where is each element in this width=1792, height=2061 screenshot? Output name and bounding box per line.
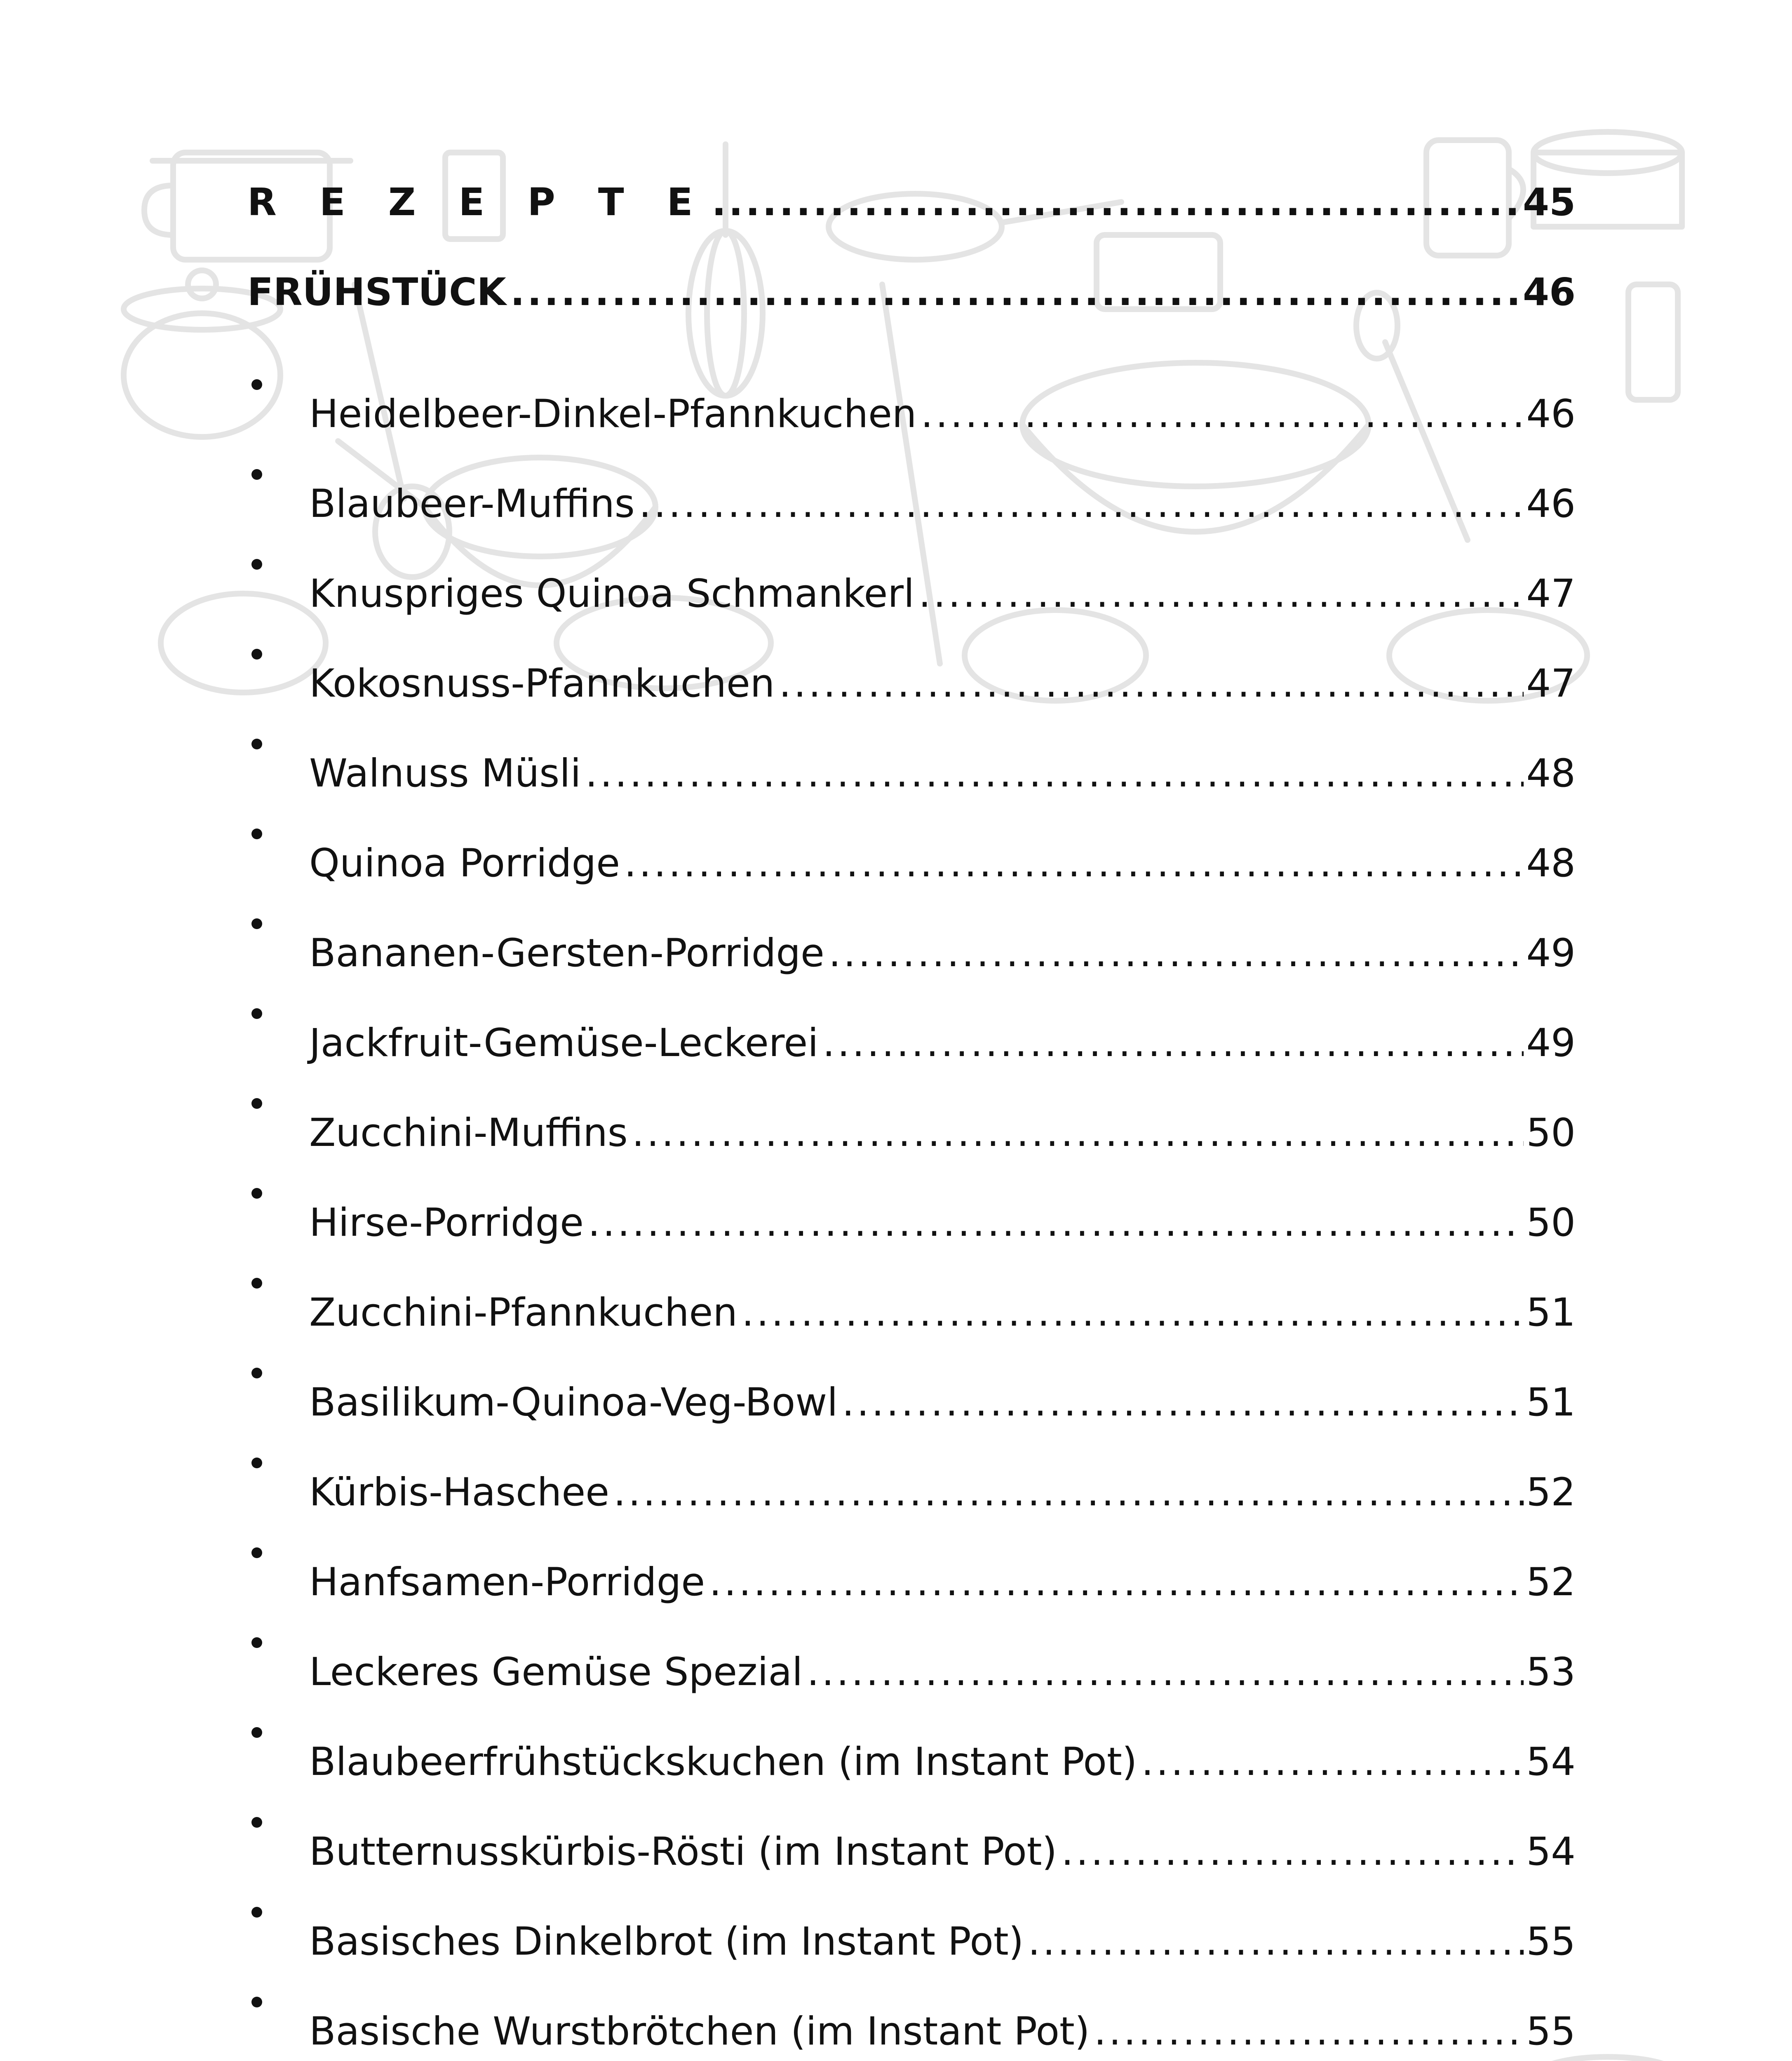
bullet-icon [247,427,309,517]
toc-dot-leader [1141,1717,1524,1807]
grater-icon [1628,284,1678,400]
bullet-icon [247,1146,309,1236]
toc-page-number: 50 [1526,1110,1576,1155]
toc-entry-title: Blaubeer-Muffins [309,481,635,526]
bullet-icon [247,1685,309,1775]
toc-dot-leader [613,1448,1524,1538]
toc-entry-list [247,337,1576,2061]
toc-page-number: 51 [1526,1380,1576,1425]
toc-dot-leader [918,549,1524,639]
toc-heading-rezepte[interactable] [247,157,1576,247]
bullet-icon [247,1595,309,1685]
toc-page-number: 55 [1526,2009,1576,2054]
toc-entry-title: Heidelbeer-Dinkel-Pfannkuchen [309,392,917,437]
toc-dot-leader [1061,1807,1524,1897]
toc-dot-leader [624,819,1524,908]
toc-dot-leader [842,1358,1524,1448]
toc-page-number: 48 [1526,751,1576,796]
toc-entry[interactable] [247,337,1576,437]
bullet-icon [247,786,309,876]
toc-dot-leader [807,1627,1524,1717]
toc-page-number: 55 [1526,1919,1576,1964]
toc-page-number: 48 [1526,841,1576,886]
toc-page-number: 54 [1526,1739,1576,1784]
toc-entry-title: Zucchini-Pfannkuchen [309,1290,737,1335]
toc-page-number: 49 [1526,1021,1576,1066]
bullet-icon [247,1236,309,1326]
toc-page-number: 46 [1526,392,1576,437]
toc-entry-title: Quinoa Porridge [309,841,620,886]
toc-entry-title: Zucchini-Muffins [309,1110,628,1155]
toc-page-number: 50 [1526,1200,1576,1245]
toc-page-number: 51 [1526,1290,1576,1335]
bullet-icon [247,876,309,966]
toc-dot-leader [1094,1987,1524,2061]
bullet-icon [247,697,309,786]
toc-dot-leader [709,1538,1524,1627]
toc-entry-title: Blaubeerfrühstückskuchen (im Instant Pot) [309,1739,1137,1784]
toc-dot-leader [639,459,1524,549]
bullet-icon [247,607,309,697]
bullet-icon [247,1775,309,1865]
toc-heading-fruehstueck[interactable] [247,247,1576,337]
toc-dot-leader [712,157,1520,247]
toc-page-number: 54 [1526,1829,1576,1874]
toc-entry-title: Hirse-Porridge [309,1200,584,1245]
toc-dot-leader [510,247,1520,337]
toc-dot-leader [829,908,1524,998]
toc-entry-title: Butternusskürbis-Rösti (im Instant Pot) [309,1829,1057,1874]
toc-page-number: 49 [1526,931,1576,976]
bullet-icon [247,1326,309,1415]
toc-page-number: 47 [1526,661,1576,706]
bullet-icon [247,1056,309,1146]
toc-dot-leader [779,639,1524,729]
toc-entry-title: Hanfsamen-Porridge [309,1560,705,1605]
toc-page-number: 46 [1526,481,1576,526]
toc-entry-title: Bananen-Gersten-Porridge [309,931,824,976]
toc-entry-title: Jackfruit-Gemüse-Leckerei [309,1021,819,1066]
toc-page-number: 46 [1522,270,1576,314]
toc-entry-title: Walnuss Müsli [309,751,581,796]
toc-entry-title: Basilikum-Quinoa-Veg-Bowl [309,1380,838,1425]
bullet-icon [247,517,309,607]
bullet-icon [247,1415,309,1505]
toc-entry-title: Basisches Dinkelbrot (im Instant Pot) [309,1919,1024,1964]
toc-heading-title: R E Z E P T E [247,180,708,224]
toc-entry-title: Leckeres Gemüse Spezial [309,1650,803,1695]
bullet-icon [247,2045,309,2061]
toc-dot-leader [585,729,1524,819]
toc-entry-title: Knuspriges Quinoa Schmankerl [309,571,915,616]
bullet-icon [247,1505,309,1595]
toc-page-number: 45 [1522,180,1576,224]
toc-heading-title: FRÜHSTÜCK [247,270,506,314]
toc-page-number: 47 [1526,571,1576,616]
toc-dot-leader [822,998,1524,1088]
toc-dot-leader [588,1178,1524,1268]
toc-dot-leader [632,1088,1524,1178]
bullet-icon [247,1865,309,1955]
bullet-icon [247,1955,309,2045]
toc-page-number: 52 [1526,1560,1576,1605]
bullet-icon [247,337,309,427]
toc-dot-leader [742,1268,1524,1358]
toc-entry-title: Basische Wurstbrötchen (im Instant Pot) [309,2009,1090,2054]
toc-entry-title: Kürbis-Haschee [309,1470,610,1515]
toc-page-number: 52 [1526,1470,1576,1515]
toc-page-number: 53 [1526,1650,1576,1695]
bullet-icon [247,966,309,1056]
toc-dot-leader [1028,1897,1524,1987]
toc-dot-leader [921,369,1524,459]
table-of-contents [247,157,1576,2061]
toc-entry-title: Kokosnuss-Pfannkuchen [309,661,775,706]
